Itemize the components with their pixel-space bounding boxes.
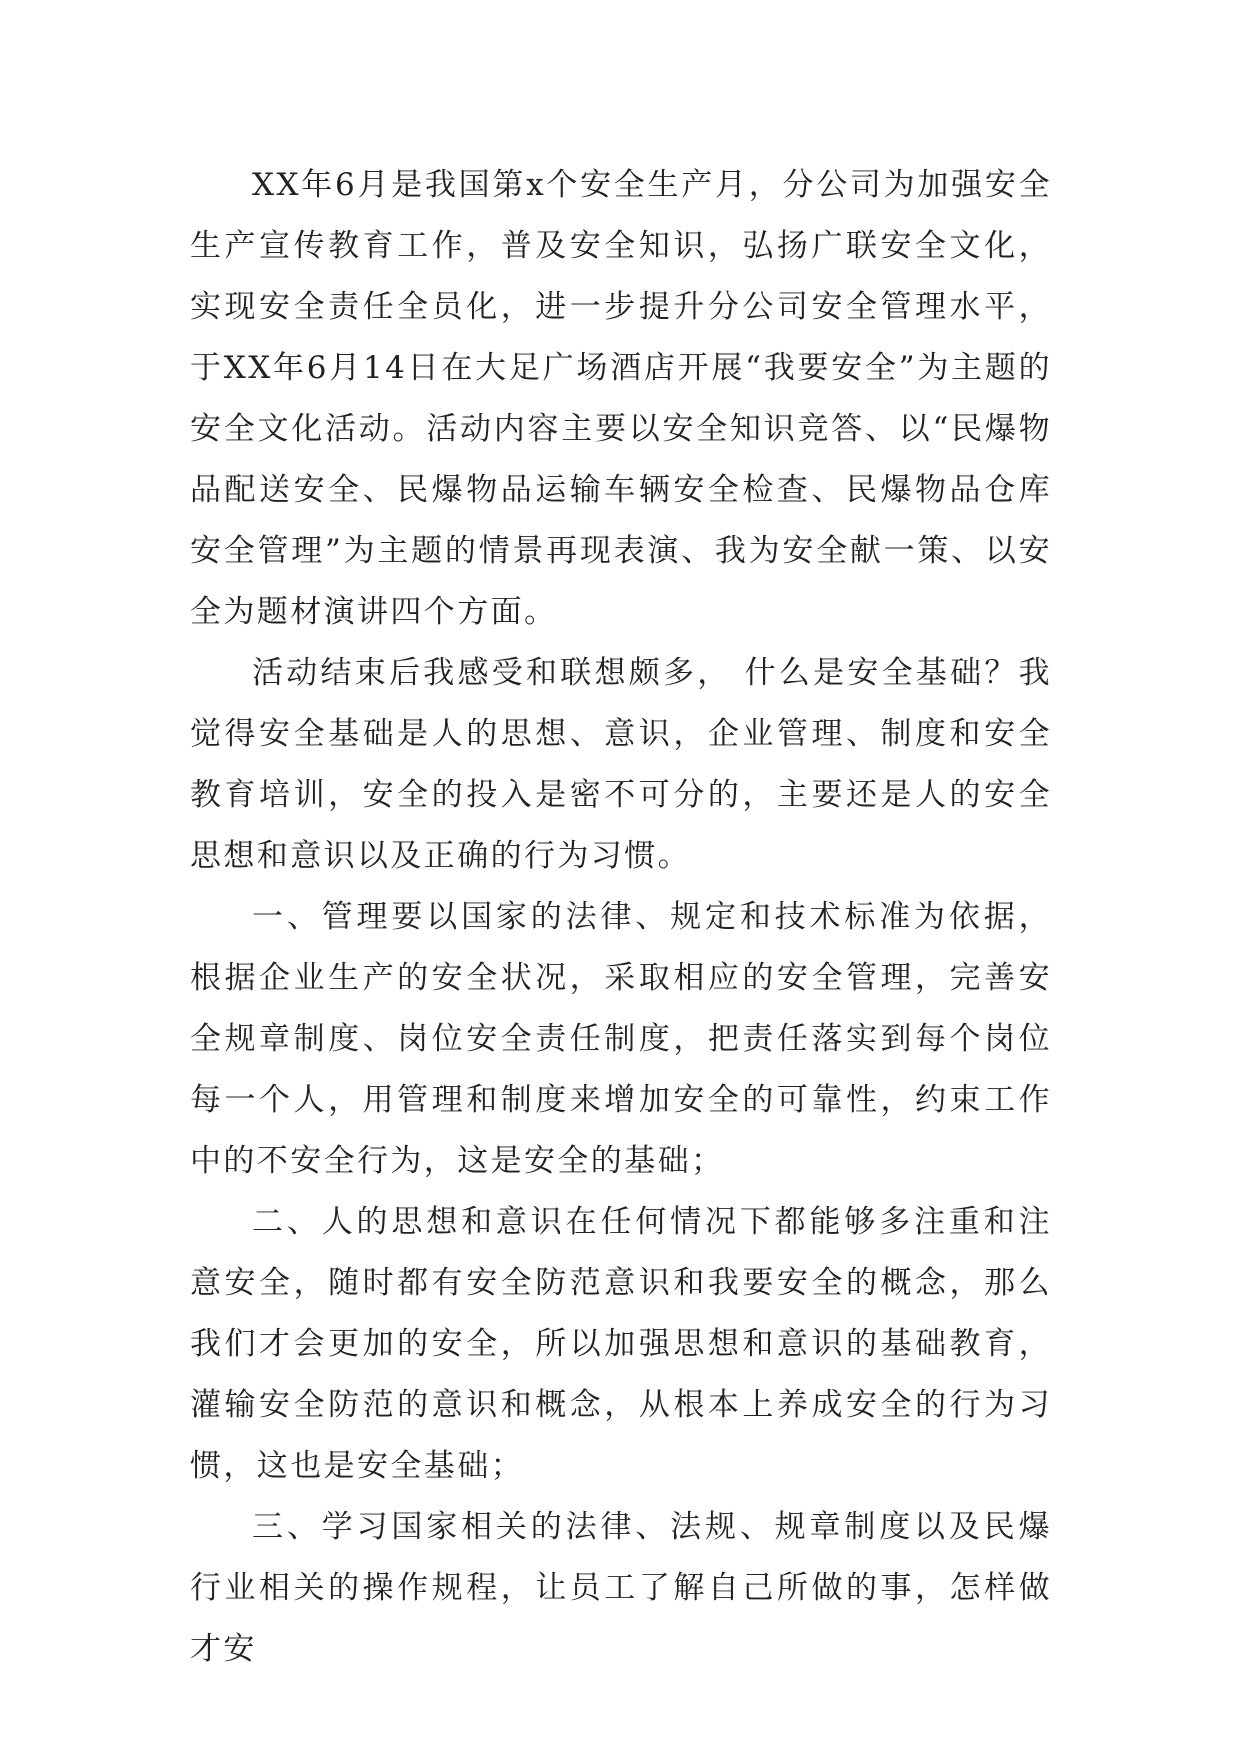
paragraph-point-three: 三、学习国家相关的法律、法规、规章制度以及民爆行业相关的操作规程，让员工了解自己所做的事，怎样做才安 — [190, 1509, 1052, 1667]
paragraph-reflection: 活动结束后我感受和联想颇多， 什么是安全基础？我觉得安全基础是人的思想、意识，企业管理、制度和安全教育培训，安全的投入是密不可分的，主要还是人的安全思想和意识以及正确的行为习惯。 — [190, 655, 1052, 874]
paragraph-point-two: 二、人的思想和意识在任何情况下都能够多注重和注意安全，随时都有安全防范意识和我要安全的概念，那么我们才会更加的安全，所以加强思想和意识的基础教育，灌输安全防范的意识和概念，从根本上养成安全的行为习惯，这也是安全基础； — [190, 1204, 1052, 1484]
paragraph-point-one: 一、管理要以国家的法律、规定和技术标准为依据，根据企业生产的安全状况，采取相应的安全管理，完善安全规章制度、岗位安全责任制度，把责任落实到每个岗位每一个人，用管理和制度来增加安全的可靠性，约束工作中的不安全行为，这是安全的基础； — [190, 899, 1052, 1179]
paragraph-intro: XX年6月是我国第x个安全生产月，分公司为加强安全生产宣传教育工作，普及安全知识，弘扬广联安全文化，实现安全责任全员化，进一步提升分公司安全管理水平，于XX年6月14日在大足广场酒店开展“我要安全”为主题的安全文化活动。活动内容主要以安全知识竞答、以“民爆物品配送安全、民爆物品运输车辆安全检查、民爆物品仓库安全管理”为主题的情景再现表演、我为安全献一策、以安全为题材演讲四个方面。 — [190, 167, 1052, 630]
document-body — [190, 155, 1052, 1680]
